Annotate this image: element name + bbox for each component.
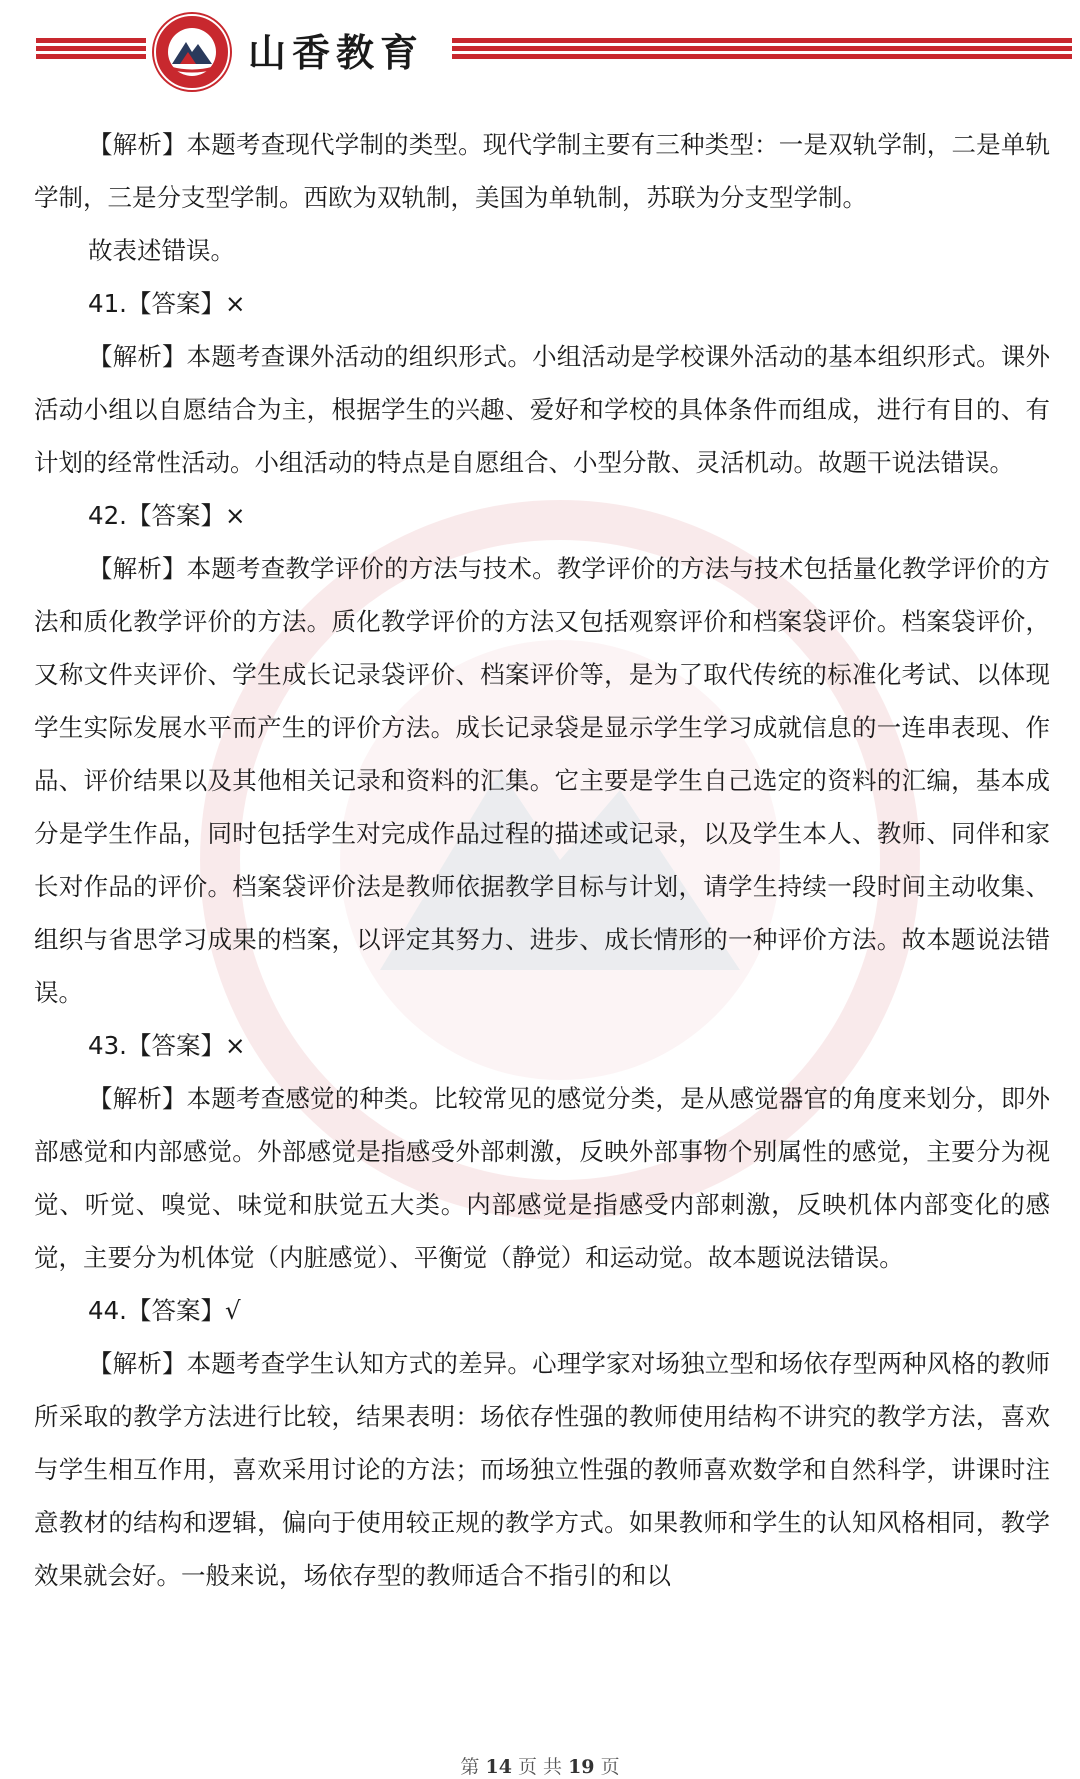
analysis-paragraph-41: 【解析】本题考查课外活动的组织形式。小组活动是学校课外活动的基本组织形式。课外活动小组以自愿结合为主，根据学生的兴趣、爱好和学校的具体条件而组成，进行有目的、有计划的经常性活动。小组活动的特点是自愿组合、小型分散、灵活机动。故题干说法错误。 xyxy=(34,342,1050,477)
header-stripes-left xyxy=(36,38,146,62)
footer-prefix: 第 xyxy=(460,1756,480,1778)
total-pages: 19 xyxy=(568,1756,595,1778)
conclusion-line: 故表述错误。 xyxy=(88,236,235,265)
document-body xyxy=(34,118,1050,1602)
analysis-paragraph: 【解析】本题考查现代学制的类型。现代学制主要有三种类型：一是双轨学制，二是单轨学制，三是分支型学制。西欧为双轨制，美国为单轨制，苏联为分支型学制。 xyxy=(34,130,1050,212)
analysis-paragraph-44: 【解析】本题考查学生认知方式的差异。心理学家对场独立型和场依存型两种风格的教师所采取的教学方法进行比较，结果表明：场依存性强的教师使用结构不讲究的教学方法，喜欢与学生相互作用，喜欢采用讨论的方法；而场独立性强的教师喜欢数学和自然科学，讲课时注意教材的结构和逻辑，偏向于使用较正规的教学方式。如果教师和学生的认知风格相同，教学效果就会好。一般来说，场依存型的教师适合不指引的和以 xyxy=(34,1349,1050,1590)
analysis-paragraph-42: 【解析】本题考查教学评价的方法与技术。教学评价的方法与技术包括量化教学评价的方法和质化教学评价的方法。质化教学评价的方法又包括观察评价和档案袋评价。档案袋评价，又称文件夹评价、学生成长记录袋评价、档案评价等，是为了取代传统的标准化考试、以体现学生实际发展水平而产生的评价方法。成长记录袋是显示学生学习成就信息的一连串表现、作品、评价结果以及其他相关记录和资料的汇集。它主要是学生自己选定的资料的汇编，基本成分是学生作品，同时包括学生对完成作品过程的描述或记录，以及学生本人、教师、同伴和家长对作品的评价。档案袋评价法是教师依据教学目标与计划，请学生持续一段时间主动收集、组织与省思学习成果的档案，以评定其努力、进步、成长情形的一种评价方法。故本题说法错误。 xyxy=(34,554,1050,1007)
brand-name: 山香教育 xyxy=(248,30,425,75)
page-footer xyxy=(0,1752,1080,1779)
header-stripes-right xyxy=(452,38,1072,62)
answer-line-43: 43.【答案】× xyxy=(88,1031,246,1060)
answer-line-42: 42.【答案】× xyxy=(88,501,246,530)
analysis-paragraph-43: 【解析】本题考查感觉的种类。比较常见的感觉分类，是从感觉器官的角度来划分，即外部感觉和内部感觉。外部感觉是指感受外部刺激，反映外部事物个别属性的感觉，主要分为视觉、听觉、嗅觉、味觉和肤觉五大类。内部感觉是指感受内部刺激，反映机体内部变化的感觉，主要分为机体觉（内脏感觉）、平衡觉（静觉）和运动觉。故本题说法错误。 xyxy=(34,1084,1050,1272)
answer-line-41: 41.【答案】× xyxy=(88,289,246,318)
footer-middle: 页 共 xyxy=(517,1756,563,1778)
page-number: 14 xyxy=(485,1756,512,1778)
page-header xyxy=(0,0,1080,100)
answer-line-44: 44.【答案】√ xyxy=(88,1296,241,1325)
logo-icon xyxy=(152,12,232,92)
footer-suffix: 页 xyxy=(600,1756,620,1778)
